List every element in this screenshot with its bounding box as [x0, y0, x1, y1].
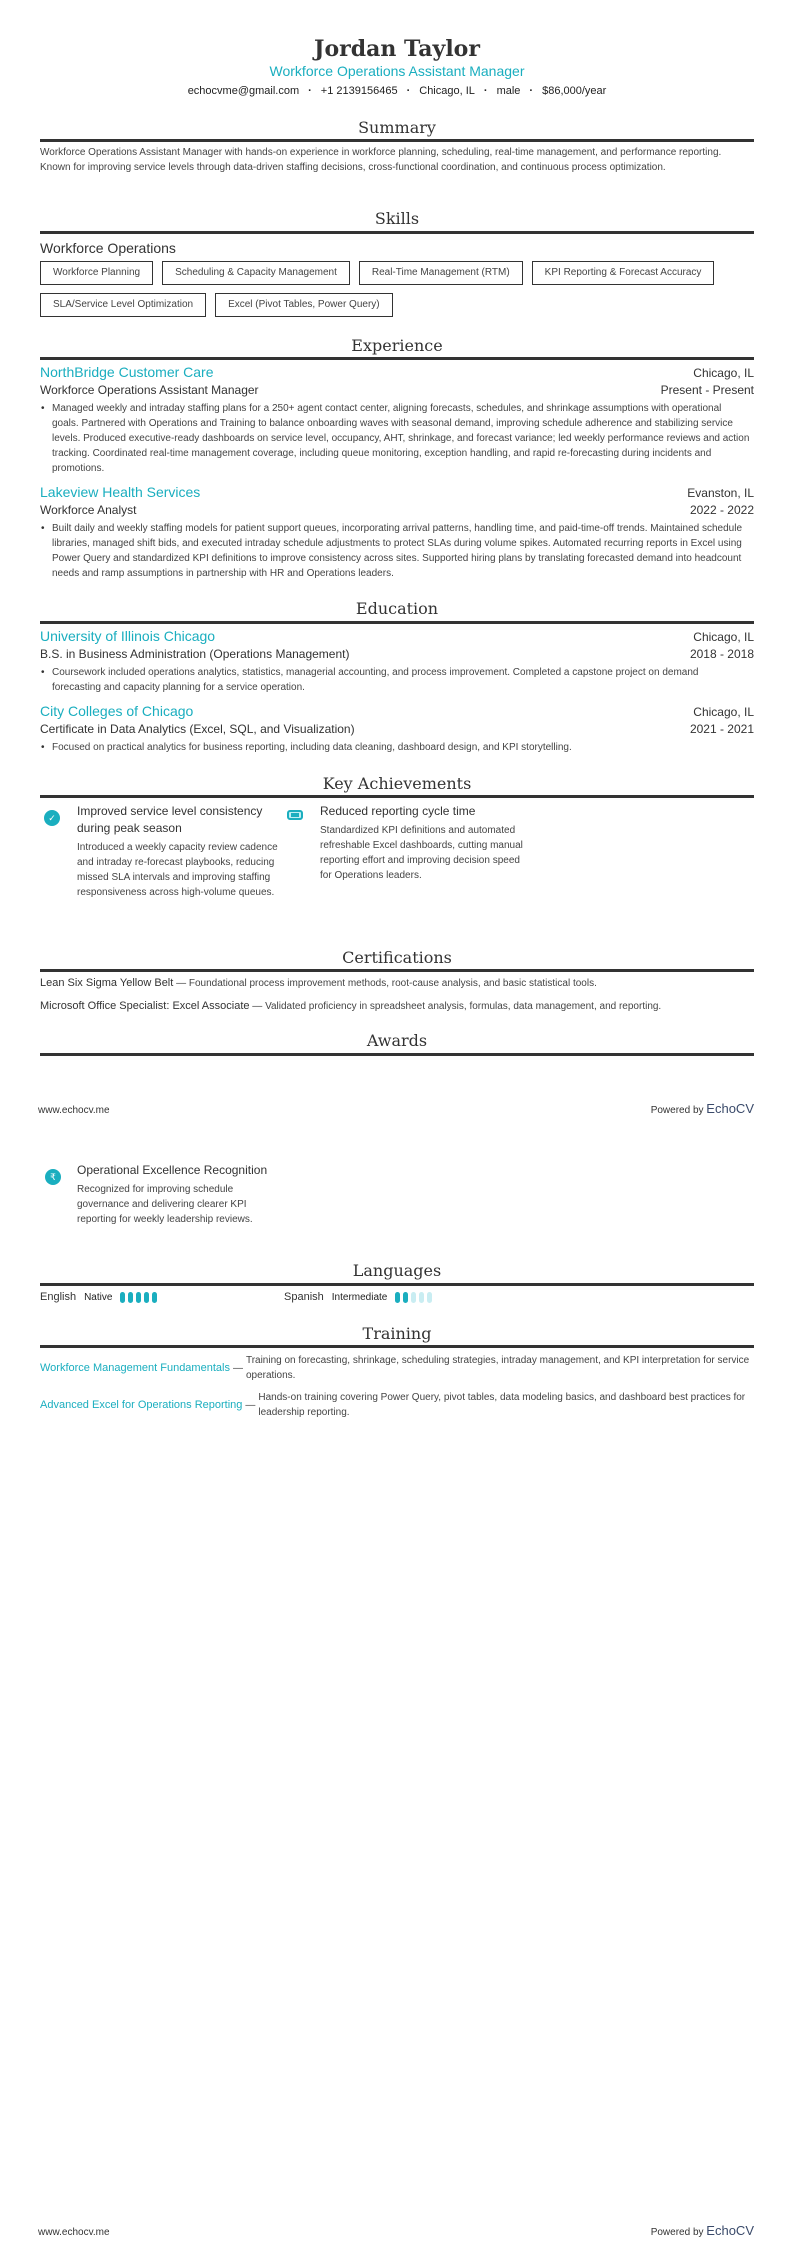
candidate-name: Jordan Taylor: [314, 36, 480, 62]
training-desc: Hands-on training covering Power Query, pivot tables, data modeling basics, and dashboard best practices for leadership reporting.: [258, 1392, 746, 1418]
section-divider: [40, 969, 754, 972]
experience-role-row: [40, 383, 754, 397]
contact-email[interactable]: echocvme@gmail.com: [187, 85, 300, 97]
contact-salary: $86,000/year: [542, 85, 607, 97]
language-rating: [395, 1292, 432, 1303]
experience-location: Evanston, IL: [687, 486, 754, 500]
education-degree-row: [40, 647, 754, 661]
separator-dash: —: [176, 978, 187, 989]
section-heading-experience: Experience: [351, 336, 443, 355]
skill-tag: SLA/Service Level Optimization: [40, 293, 206, 317]
rating-pill-filled: [152, 1292, 157, 1303]
education-degree: B.S. in Business Administration (Operations Management): [40, 647, 350, 661]
brand-logo[interactable]: EchoCV: [706, 1101, 754, 1116]
candidate-title: Workforce Operations Assistant Manager: [269, 63, 525, 79]
skill-tag: Excel (Pivot Tables, Power Query): [215, 293, 393, 317]
separator-dot: ·: [308, 85, 312, 97]
powered-by-label: Powered by: [650, 1105, 704, 1116]
education-school: University of Illinois Chicago: [40, 628, 216, 644]
education-school: City Colleges of Chicago: [40, 703, 194, 719]
separator-dot: ·: [483, 85, 488, 97]
achievement-title: Improved service level consistency during peak season: [77, 804, 263, 835]
training-name: Advanced Excel for Operations Reporting: [40, 1398, 243, 1411]
certification-desc: Foundational process improvement methods, root-cause analysis, and basic statistical tools.: [188, 978, 597, 989]
experience-header-row: [40, 484, 754, 500]
rupee-icon: ₹: [45, 1169, 61, 1185]
section-heading-summary: Summary: [358, 118, 436, 137]
education-degree-row: [40, 722, 754, 736]
rating-pill-empty: [411, 1292, 416, 1303]
section-divider: [40, 1283, 754, 1286]
section-heading-training: Training: [362, 1324, 432, 1343]
skill-tag: Workforce Planning: [40, 261, 153, 285]
education-header-row: [40, 703, 754, 719]
section-divider: [40, 795, 754, 798]
language-level: Native: [84, 1291, 113, 1303]
separator-dash: —: [232, 1362, 243, 1374]
education-bullet: • Focused on practical analytics for business reporting, including data cleaning, dashboard design, and KPI storytelling.: [40, 740, 750, 755]
experience-bullet: • Built daily and weekly staffing models for patient support queues, incorporating arrival patterns, handling time, and paid-time-off trends. Maintained schedule libraries, managed shift bids, and executed intraday schedule adjustments to protect SLAs during volume spikes. Automated recurring reports in Excel using Power Query and standardized KPI definitions to improve consistency across sites. Supported hiring plans by translating forecasted demand into headcount needs and ramp assumptions in partnership with HR and Operations leaders.: [40, 521, 750, 581]
footer-powered-by: [651, 2223, 754, 2238]
rating-pill-filled: [395, 1292, 400, 1303]
education-dates: 2018 - 2018: [689, 647, 754, 661]
rating-pill-empty: [419, 1292, 424, 1303]
rating-pill-filled: [128, 1292, 133, 1303]
education-header-row: [40, 628, 754, 644]
achievement-desc: Standardized KPI definitions and automated refreshable Excel dashboards, cutting manual reporting effort and improving decision speed for Operations leaders.: [320, 825, 523, 881]
language-rating: [120, 1292, 157, 1303]
section-heading-certifications: Certifications: [342, 948, 452, 967]
education-degree: Certificate in Data Analytics (Excel, SQL, and Visualization): [40, 722, 355, 736]
footer-powered-by: [651, 1101, 754, 1116]
training-item: [40, 1390, 754, 1420]
skill-tags: [40, 261, 760, 317]
section-divider: [40, 231, 754, 234]
training-item: [40, 1353, 754, 1383]
award-title: Operational Excellence Recognition: [77, 1163, 268, 1177]
section-divider: [40, 139, 754, 142]
contact-location: Chicago, IL: [419, 85, 475, 97]
experience-bullet: • Managed weekly and intraday staffing plans for a 250+ agent contact center, aligning forecasts, schedules, and shrinkage assumptions with operational goals. Partnered with Operations and Training to balance onboarding waves with seasonal demand, improving schedule adherence and stabilizing service levels. Produced executive-ready dashboards on service level, occupancy, AHT, shrinkage, and forecast variance; led weekly performance reviews and action tracking. Coordinated real-time management coverage, including queue monitoring, exception handling, and rapid re-forecasting during incidents and promotions.: [40, 401, 750, 476]
skill-tag: Scheduling & Capacity Management: [162, 261, 350, 285]
rating-pill-filled: [144, 1292, 149, 1303]
section-heading-languages: Languages: [352, 1261, 442, 1280]
experience-dates: 2022 - 2022: [689, 503, 754, 517]
achievement-item: [77, 803, 287, 900]
experience-location: Chicago, IL: [693, 366, 754, 380]
training-name: Workforce Management Fundamentals: [40, 1361, 230, 1374]
certification-desc: Validated proficiency in spreadsheet analysis, formulas, data management, and reporting.: [265, 1001, 662, 1012]
skill-tag: Real-Time Management (RTM): [359, 261, 523, 285]
achievement-desc: Introduced a weekly capacity review cadence and intraday re-forecast playbooks, reducing missed SLA intervals and improving staffing responsiveness across high-volume queues.: [77, 842, 278, 898]
achievement-title: Reduced reporting cycle time: [320, 804, 476, 818]
experience-role: Workforce Operations Assistant Manager: [40, 383, 259, 397]
separator-dot: ·: [406, 85, 411, 97]
separator-dash: —: [245, 1399, 256, 1411]
language-level: Intermediate: [331, 1291, 388, 1303]
certification-name: Lean Six Sigma Yellow Belt: [40, 977, 174, 989]
experience-role-row: [40, 503, 754, 517]
check-circle-icon: ✓: [44, 810, 60, 826]
contact-line: [0, 85, 794, 97]
rating-pill-filled: [120, 1292, 125, 1303]
education-location: Chicago, IL: [693, 705, 754, 719]
contact-gender: male: [496, 85, 521, 97]
rating-pill-filled: [403, 1292, 408, 1303]
experience-org: NorthBridge Customer Care: [40, 364, 214, 380]
language-item: [284, 1291, 432, 1303]
experience-header-row: [40, 364, 754, 380]
section-divider: [40, 1053, 754, 1056]
certification-name: Microsoft Office Specialist: Excel Associate: [40, 1000, 250, 1012]
rating-pill-empty: [427, 1292, 432, 1303]
training-desc: Training on forecasting, shrinkage, scheduling strategies, intraday management, and KPI interpretation for service operations.: [245, 1355, 750, 1381]
skill-group-label: Workforce Operations: [40, 240, 176, 256]
footer-url[interactable]: www.echocv.me: [38, 2227, 110, 2238]
section-heading-skills: Skills: [374, 209, 420, 228]
powered-by-label: Powered by: [650, 2227, 704, 2238]
rating-pill-filled: [136, 1292, 141, 1303]
experience-role: Workforce Analyst: [40, 503, 137, 517]
battery-icon: [287, 810, 303, 820]
achievement-item: [320, 803, 530, 883]
language-name: Spanish: [284, 1291, 324, 1303]
section-heading-education: Education: [355, 599, 439, 618]
section-divider: [40, 621, 754, 624]
footer-url[interactable]: www.echocv.me: [38, 1105, 110, 1116]
section-heading-achievements: Key Achievements: [322, 774, 472, 793]
education-bullet: • Coursework included operations analytics, statistics, managerial accounting, and process improvement. Completed a capstone project on demand forecasting and capacity planning for a service operation.: [40, 665, 750, 695]
separator-dot: ·: [529, 85, 534, 97]
brand-logo[interactable]: EchoCV: [706, 2223, 754, 2238]
education-location: Chicago, IL: [693, 630, 754, 644]
award-item: [77, 1162, 277, 1227]
summary-text: Workforce Operations Assistant Manager with hands-on experience in workforce planning, scheduling, real-time management, and performance reporting. Known for improving service levels through data-driven staffing decisions, cross-functional coordination, and continuous process optimization.: [40, 147, 722, 173]
section-heading-awards: Awards: [366, 1031, 428, 1050]
section-divider: [40, 1345, 754, 1348]
certification-item: [40, 977, 754, 989]
language-name: English: [40, 1291, 77, 1303]
skill-tag: KPI Reporting & Forecast Accuracy: [532, 261, 715, 285]
section-divider: [40, 357, 754, 360]
contact-phone[interactable]: +1 2139156465: [320, 85, 398, 97]
experience-dates: Present - Present: [660, 383, 754, 397]
experience-org: Lakeview Health Services: [40, 484, 201, 500]
award-desc: Recognized for improving schedule governance and delivering clearer KPI reporting for weekly leadership reviews.: [77, 1184, 253, 1225]
separator-dash: —: [252, 1001, 263, 1012]
language-item: [40, 1291, 157, 1303]
certification-item: [40, 1000, 754, 1012]
education-dates: 2021 - 2021: [689, 722, 754, 736]
